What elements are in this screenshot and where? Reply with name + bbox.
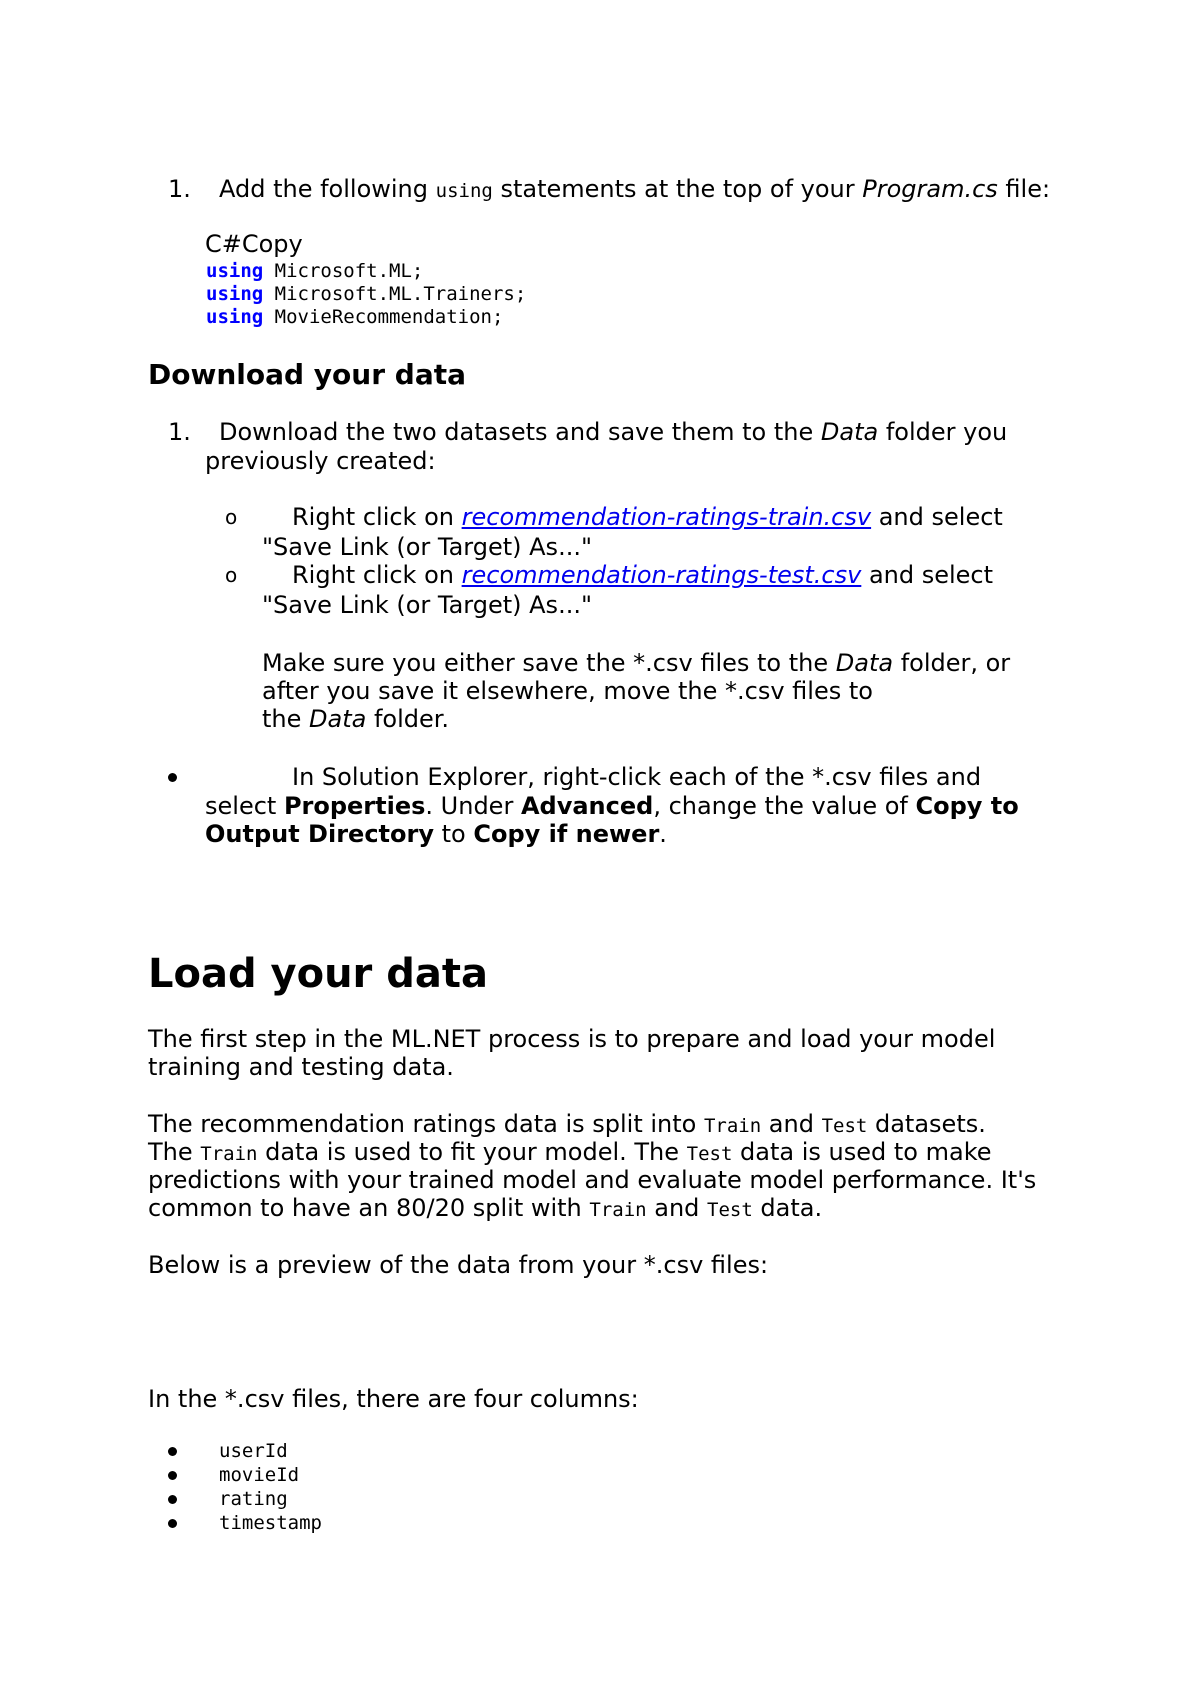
inline-code: using <box>435 180 493 202</box>
bold-term: Advanced <box>520 792 654 820</box>
text: to <box>433 820 474 848</box>
text: select <box>205 792 284 820</box>
inline-code: Train <box>703 1115 762 1137</box>
code-keyword: using <box>206 306 264 328</box>
column-name: rating <box>219 1488 288 1510</box>
code-line <box>206 306 503 328</box>
code-keyword: using <box>206 260 264 282</box>
folder-name: Data <box>309 705 367 733</box>
text: , change the value of <box>653 792 916 820</box>
folder-name: Data <box>835 649 894 677</box>
text: the <box>262 705 310 733</box>
bullet-dot <box>168 1447 177 1456</box>
bold-term: Copy if newer <box>473 820 660 848</box>
code-line <box>206 260 423 282</box>
text: folder, or <box>893 649 1011 677</box>
paragraph-line: In the *.csv files, there are four columns: <box>148 1385 639 1413</box>
text: The recommendation ratings data is split into <box>148 1110 704 1138</box>
bold-term: Output Directory <box>205 820 434 848</box>
bold-term: Properties <box>283 792 426 820</box>
text: and <box>646 1194 708 1222</box>
text: datasets. <box>867 1110 986 1138</box>
text: data is used to make <box>732 1138 992 1166</box>
code-line <box>206 283 526 305</box>
bullet-dot <box>168 1495 177 1504</box>
bullet-dot <box>168 1519 177 1528</box>
paragraph-line: training and testing data. <box>148 1053 454 1081</box>
text: and select <box>871 503 1003 531</box>
text: data. <box>752 1194 823 1222</box>
paragraph-line <box>148 1110 986 1140</box>
code-text: MovieRecommendation; <box>263 306 504 328</box>
code-keyword: using <box>206 283 264 305</box>
sub-item-line1 <box>292 561 993 589</box>
note-line2: after you save it elsewhere, move the *.csv files to <box>262 677 873 705</box>
text: . <box>659 820 667 848</box>
text: and select <box>861 561 994 589</box>
text: Right click on <box>292 503 462 531</box>
bold-term: Copy to <box>915 792 1019 820</box>
paragraph-line <box>148 1194 822 1224</box>
inline-code: Test <box>707 1199 753 1221</box>
properties-line1: In Solution Explorer, right-click each of the *.csv files and <box>292 763 982 791</box>
test-csv-link[interactable]: recommendation-ratings-test.csv <box>461 561 862 589</box>
section-heading-download: Download your data <box>148 358 466 391</box>
sub-item-line2: "Save Link (or Target) As..." <box>262 591 592 619</box>
step-number: 1. <box>168 175 191 203</box>
paragraph-line: Below is a preview of the data from your *.csv files: <box>148 1251 769 1279</box>
circle-bullet: o <box>225 505 238 529</box>
bullet-dot <box>168 773 177 782</box>
code-text: Microsoft.ML.Trainers; <box>263 283 527 305</box>
properties-line3 <box>205 820 667 848</box>
text: Right click on <box>292 561 462 589</box>
text: folder you <box>878 418 1008 446</box>
column-name: movieId <box>219 1464 300 1486</box>
text: folder. <box>366 705 450 733</box>
properties-line2 <box>205 792 1019 820</box>
filename: Program.cs <box>862 175 998 203</box>
folder-name: Data <box>820 418 879 446</box>
column-name: timestamp <box>219 1512 322 1534</box>
step-text-after: file: <box>997 175 1051 203</box>
inline-code: Train <box>200 1143 258 1165</box>
circle-bullet: o <box>225 563 238 587</box>
code-language-label: C#Copy <box>205 230 303 258</box>
step-text-before: Add the following <box>219 175 436 203</box>
sub-item-line1 <box>292 503 1003 531</box>
sub-item-line2: "Save Link (or Target) As..." <box>262 533 592 561</box>
step-number: 1. <box>168 418 191 446</box>
inline-code: Test <box>686 1143 733 1165</box>
text: The <box>148 1138 201 1166</box>
text: common to have an 80/20 split with <box>148 1194 590 1222</box>
bullet-dot <box>168 1471 177 1480</box>
text: data is used to fit your model. The <box>257 1138 687 1166</box>
paragraph-line <box>148 1138 992 1168</box>
column-name: userId <box>219 1440 288 1462</box>
text: Download the two datasets and save them to the <box>219 418 821 446</box>
code-text: Microsoft.ML; <box>263 260 424 282</box>
paragraph-line: predictions with your trained model and evaluate model performance. It's <box>148 1166 1037 1194</box>
section-heading-load: Load your data <box>148 951 488 997</box>
train-csv-link[interactable]: recommendation-ratings-train.csv <box>461 503 872 531</box>
download-step-line2: previously created: <box>205 447 436 475</box>
inline-code: Test <box>821 1115 868 1137</box>
step-text-middle: statements at the top of your <box>492 175 863 203</box>
text: Make sure you either save the *.csv files to the <box>262 649 836 677</box>
text: and <box>761 1110 822 1138</box>
download-step-line1 <box>219 418 1007 446</box>
note-line3 <box>262 705 449 733</box>
paragraph-line: The first step in the ML.NET process is to prepare and load your model <box>148 1025 996 1053</box>
note-line1 <box>262 649 1010 677</box>
text: . Under <box>425 792 521 820</box>
inline-code: Train <box>589 1199 647 1221</box>
step-instruction <box>219 175 1050 205</box>
